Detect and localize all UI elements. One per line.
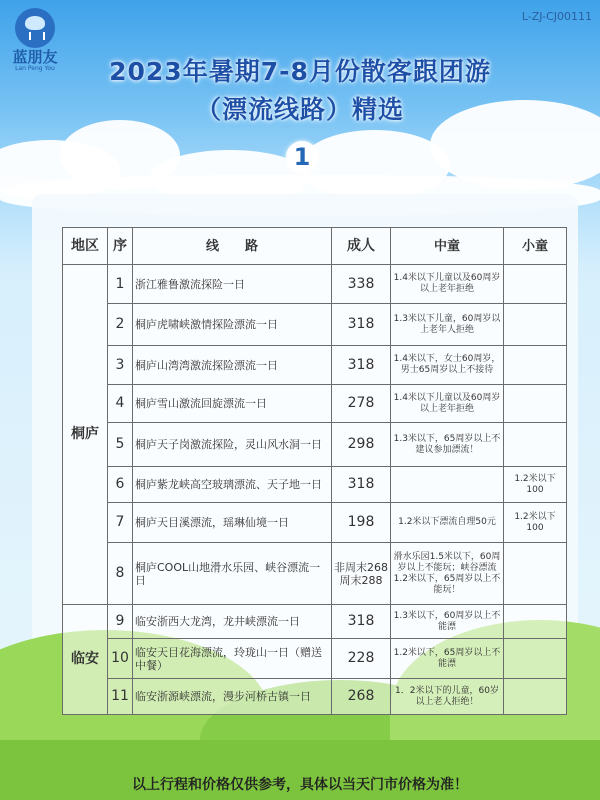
table-row <box>63 467 567 503</box>
row-adult-price: 318 <box>332 304 391 346</box>
row-child-small: 1.2米以下100 <box>504 503 567 543</box>
row-route: 桐庐天目溪漂流，瑶琳仙境一日 <box>133 503 332 543</box>
header-child-mid: 中童 <box>391 228 504 265</box>
page-number-badge: 1 <box>286 141 318 173</box>
row-route: 浙江雅鲁激流探险一日 <box>133 265 332 304</box>
row-child-mid: 1.2米以下漂流自理50元 <box>391 503 504 543</box>
table-row <box>63 605 567 639</box>
row-route: 临安浙源峡漂流，漫步河桥古镇一日 <box>133 679 332 715</box>
row-child-small <box>504 385 567 423</box>
logo-text: 蓝朋友 <box>12 48 58 66</box>
logo-subtext: Lan Peng You <box>15 65 55 72</box>
header-adult: 成人 <box>332 228 391 265</box>
row-route: 桐庐紫龙峡高空玻璃漂流、天子地一日 <box>133 467 332 503</box>
row-child-small <box>504 679 567 715</box>
row-route: 桐庐天子岗激流探险，灵山风水洞一日 <box>133 423 332 467</box>
table-row <box>63 346 567 385</box>
row-route: 桐庐山湾湾激流探险漂流一日 <box>133 346 332 385</box>
row-child-small: 1.2米以下100 <box>504 467 567 503</box>
row-route: 桐庐虎啸峡激情探险漂流一日 <box>133 304 332 346</box>
table-row <box>63 423 567 467</box>
row-no: 1 <box>108 265 133 304</box>
row-child-mid: 1.3米以下，60周岁以上不能漂 <box>391 605 504 639</box>
row-no: 7 <box>108 503 133 543</box>
row-adult-price: 298 <box>332 423 391 467</box>
row-child-small <box>504 605 567 639</box>
row-child-mid: 1.2米以下，65周岁以上不能漂 <box>391 639 504 679</box>
row-child-mid <box>391 467 504 503</box>
row-child-mid: 滑水乐园1.5米以下，60周岁以上不能玩；峡谷漂流1.2米以下，65周岁以上不能玩！ <box>391 543 504 605</box>
table-row <box>63 265 567 304</box>
row-route: 桐庐COOL山地滑水乐园、峡谷漂流一日 <box>133 543 332 605</box>
row-child-small <box>504 346 567 385</box>
table-row <box>63 639 567 679</box>
row-adult-price: 318 <box>332 605 391 639</box>
header-route: 线 路 <box>133 228 332 265</box>
route-table <box>62 227 567 715</box>
table-row <box>63 304 567 346</box>
row-child-small <box>504 265 567 304</box>
region-linan: 临安 <box>63 605 108 715</box>
row-child-mid: 1．2米以下的儿童，60岁以上老人拒绝！ <box>391 679 504 715</box>
row-route: 桐庐雪山激流回旋漂流一日 <box>133 385 332 423</box>
header-child-small: 小童 <box>504 228 567 265</box>
row-adult-price: 198 <box>332 503 391 543</box>
row-child-small <box>504 304 567 346</box>
table-row <box>63 543 567 605</box>
row-adult-price: 318 <box>332 346 391 385</box>
row-adult-price: 268 <box>332 679 391 715</box>
row-adult-price: 228 <box>332 639 391 679</box>
row-adult-price: 318 <box>332 467 391 503</box>
header-no: 序 <box>108 228 133 265</box>
page-subtitle: （漂流线路）精选 <box>195 95 404 124</box>
row-no: 10 <box>108 639 133 679</box>
header-region: 地区 <box>63 228 108 265</box>
row-no: 8 <box>108 543 133 605</box>
row-no: 5 <box>108 423 133 467</box>
table-row <box>63 503 567 543</box>
row-adult-price: 非周末268 周末288 <box>332 543 391 605</box>
row-child-mid: 1.3米以下，65周岁以上不建议参加漂流！ <box>391 423 504 467</box>
row-child-small <box>504 543 567 605</box>
row-route: 临安天目花海漂流，玲珑山一日（赠送中餐） <box>133 639 332 679</box>
row-child-mid: 1.4米以下儿童以及60周岁以上老年拒绝 <box>391 265 504 304</box>
table-row <box>63 385 567 423</box>
row-route: 临安浙西大龙湾，龙井峡漂流一日 <box>133 605 332 639</box>
table-row <box>63 679 567 715</box>
row-no: 3 <box>108 346 133 385</box>
row-child-mid: 1.4米以下，女士60周岁，男士65周岁以上不接待 <box>391 346 504 385</box>
row-child-mid: 1.4米以下儿童以及60周岁以上老年拒绝 <box>391 385 504 423</box>
row-no: 6 <box>108 467 133 503</box>
document-code: L-ZJ-CJ00111 <box>521 10 592 23</box>
balloon-icon <box>15 8 55 48</box>
table-header-row <box>63 228 567 265</box>
row-no: 11 <box>108 679 133 715</box>
row-no: 4 <box>108 385 133 423</box>
row-no: 9 <box>108 605 133 639</box>
row-adult-price: 338 <box>332 265 391 304</box>
region-tonglu: 桐庐 <box>63 265 108 605</box>
row-child-mid: 1.3米以下儿童，60周岁以上老年人拒绝 <box>391 304 504 346</box>
page-title: 2023年暑期7-8月份散客跟团游 <box>109 57 491 86</box>
row-child-small <box>504 639 567 679</box>
row-child-small <box>504 423 567 467</box>
row-adult-price: 278 <box>332 385 391 423</box>
row-no: 2 <box>108 304 133 346</box>
footer-note: 以上行程和价格仅供参考，具体以当天门市价格为准！ <box>132 777 468 793</box>
